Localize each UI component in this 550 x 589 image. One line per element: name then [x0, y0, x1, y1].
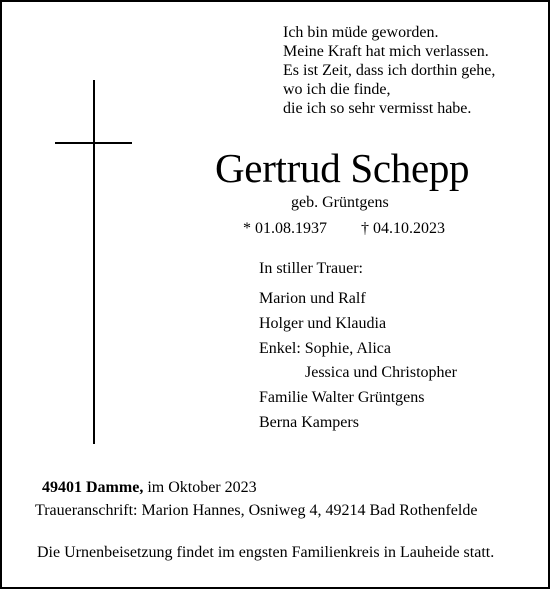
poem	[283, 23, 495, 118]
place-bold: 49401 Damme,	[42, 479, 144, 496]
maiden-name: geb. Grüntgens	[291, 194, 389, 211]
poem-line: die ich so sehr vermisst habe.	[283, 100, 472, 117]
birth-date: * 01.08.1937	[243, 220, 327, 237]
deceased-name: Gertrud Schepp	[215, 145, 470, 191]
mourner-line: Jessica und Christopher	[305, 364, 457, 382]
mourner-line: Holger und Klaudia	[259, 314, 387, 332]
mourning-heading: In stiller Trauer:	[259, 260, 363, 277]
place-date	[42, 478, 257, 497]
mourner-line: Enkel: Sophie, Alica	[259, 339, 391, 357]
cross-horizontal-bar	[55, 142, 132, 144]
mourners-list	[259, 289, 457, 438]
mourner-line: Berna Kampers	[259, 413, 359, 431]
mourner-line: Marion und Ralf	[259, 290, 366, 307]
poem-line: Es ist Zeit, dass ich dorthin gehe,	[283, 62, 496, 79]
burial-note: Die Urnenbeisetzung findet im engsten Familienkreis in Lauheide statt.	[37, 544, 495, 561]
poem-line: wo ich die finde,	[283, 81, 391, 98]
cross-vertical-bar	[93, 80, 95, 444]
poem-line: Ich bin müde geworden.	[283, 24, 439, 41]
poem-line: Meine Kraft hat mich verlassen.	[283, 43, 489, 60]
mourner-line: Familie Walter Grüntgens	[259, 389, 425, 407]
mourning-address: Traueranschrift: Marion Hannes, Osniweg 4, 49214 Bad Rothenfelde	[35, 502, 478, 519]
place-rest: im Oktober 2023	[143, 479, 257, 496]
death-date: † 04.10.2023	[361, 220, 445, 237]
